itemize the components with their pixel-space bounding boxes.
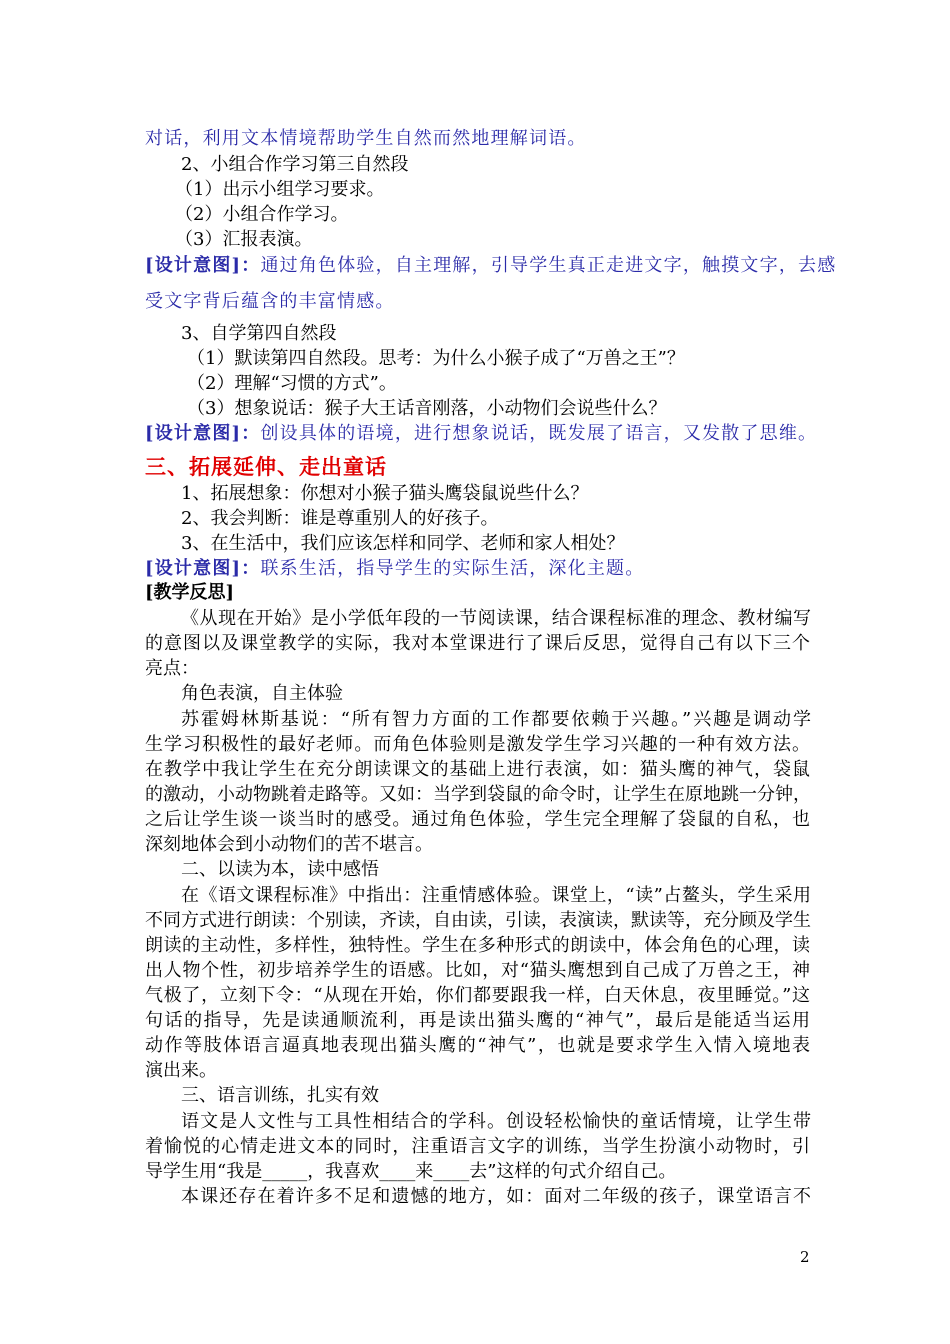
design-intent-text: 联系生活，指导学生的实际生活，深化主题。 <box>260 558 645 579</box>
paragraph-line: 气极了，立刻下令：“从现在开始，你们都要跟我一样，白天休息，夜里睡觉。”这 <box>145 985 810 1006</box>
design-intent-text: 创设具体的语境，进行想象说话，既发展了语言，又发散了思维。 <box>260 423 818 444</box>
design-intent-text: 通过角色体验，自主理解，引导学生真正走进文字，触摸文字，去感 <box>260 255 837 276</box>
design-intent-label: [设计意图]： <box>145 558 261 579</box>
paragraph-line: 亮点： <box>145 658 199 679</box>
list-item: （1）出示小组学习要求。 <box>175 179 385 200</box>
list-item: （2）小组合作学习。 <box>175 204 349 225</box>
subheading: 三、语言训练，扎实有效 <box>181 1085 379 1106</box>
paragraph-line: 导学生用“我是_____，我喜欢____来____去”这样的句式介绍自己。 <box>145 1161 677 1182</box>
paragraph-line: 着愉悦的心情走进文本的同时，注重语言文字的训练，当学生扮演小动物时，引 <box>145 1136 810 1157</box>
design-intent <box>145 557 644 581</box>
paragraph-line: 演出来。 <box>145 1060 217 1081</box>
design-intent-label: [设计意图]： <box>145 255 261 276</box>
paragraph-line: 句话的指导，先是读通顺流利，再是读出猫头鹰的“神气”，最后是能适当运用 <box>145 1010 810 1031</box>
section-heading: 三、拓展延伸、走出童话 <box>145 454 387 479</box>
paragraph-line: 出人物个性，初步培养学生的语感。比如，对“猫头鹰想到自己成了万兽之王，神 <box>145 960 810 981</box>
list-item: （2）理解“习惯的方式”。 <box>187 373 397 394</box>
design-intent-label: [设计意图]： <box>145 423 261 444</box>
design-intent-continuation: 受文字背后蕴含的丰富情感。 <box>145 291 395 312</box>
paragraph-line: 《从现在开始》是小学低年段的一节阅读课，结合课程标准的理念、教材编写 <box>181 608 811 629</box>
subheading: 二、以读为本，读中感悟 <box>181 859 379 880</box>
paragraph-line: 深刻地体会到小动物们的苦不堪言。 <box>145 834 433 855</box>
subheading: 角色表演，自主体验 <box>181 683 343 704</box>
list-item: （3）想象说话：猴子大王话音刚落，小动物们会说些什么？ <box>187 398 667 419</box>
paragraph-line: 动作等肢体语言逼真地表现出猫头鹰的“神气”，也就是要求学生入情入境地表 <box>145 1035 810 1056</box>
list-item: （3）汇报表演。 <box>175 229 313 250</box>
paragraph-line: 的激动，小动物跳着走路等。又如：当学到袋鼠的命令时，让学生在原地跳一分钟， <box>145 784 811 805</box>
step-heading: 2、小组合作学习第三自然段 <box>181 154 409 175</box>
paragraph-line: 的意图以及课堂教学的实际，我对本堂课进行了课后反思，觉得自己有以下三个 <box>145 633 810 654</box>
design-intent <box>145 254 836 278</box>
list-item: 3、在生活中，我们应该怎样和同学、老师和家人相处？ <box>181 533 625 554</box>
list-item: 2、我会判断：谁是尊重别人的好孩子。 <box>181 508 499 529</box>
paragraph-line: 生学习积极性的最好老师。而角色体验则是激发学生学习兴趣的一种有效方法。 <box>145 734 810 755</box>
design-intent <box>145 422 817 446</box>
paragraph-line: 朗读的主动性，多样性，独特性。学生在多种形式的朗读中，体会角色的心理，读 <box>145 935 810 956</box>
list-item: （1）默读第四自然段。思考：为什么小猴子成了“万兽之王”？ <box>187 348 685 369</box>
paragraph-line: 在教学中我让学生在充分朗读课文的基础上进行表演，如：猫头鹰的神气，袋鼠 <box>145 759 810 780</box>
list-item: 1、拓展想象：你想对小猴子猫头鹰袋鼠说些什么？ <box>181 483 589 504</box>
paragraph-line: 不同方式进行朗读：个别读，齐读，自由读，引读，表演读，默读等，充分顾及学生 <box>145 910 811 931</box>
paragraph-line: 之后让学生谈一谈当时的感受。通过角色体验，学生完全理解了袋鼠的自私，也 <box>145 809 810 830</box>
paragraph-line: 苏霍姆林斯基说：“所有智力方面的工作都要依赖于兴趣。”兴趣是调动学 <box>181 709 811 730</box>
paragraph-line: 在《语文课程标准》中指出：注重情感体验。课堂上，“读”占鳌头，学生采用 <box>181 885 811 906</box>
design-intent-continuation: 对话，利用文本情境帮助学生自然而然地理解词语。 <box>145 128 587 149</box>
paragraph-line: 语文是人文性与工具性相结合的学科。创设轻松愉快的童话情境，让学生带 <box>181 1111 811 1132</box>
reflection-heading: [教学反思] <box>145 582 235 603</box>
paragraph-line: 本课还存在着许多不足和遗憾的地方，如：面对二年级的孩子，课堂语言不 <box>181 1186 811 1207</box>
page-number: 2 <box>800 1248 810 1266</box>
step-heading: 3、自学第四自然段 <box>181 323 337 344</box>
